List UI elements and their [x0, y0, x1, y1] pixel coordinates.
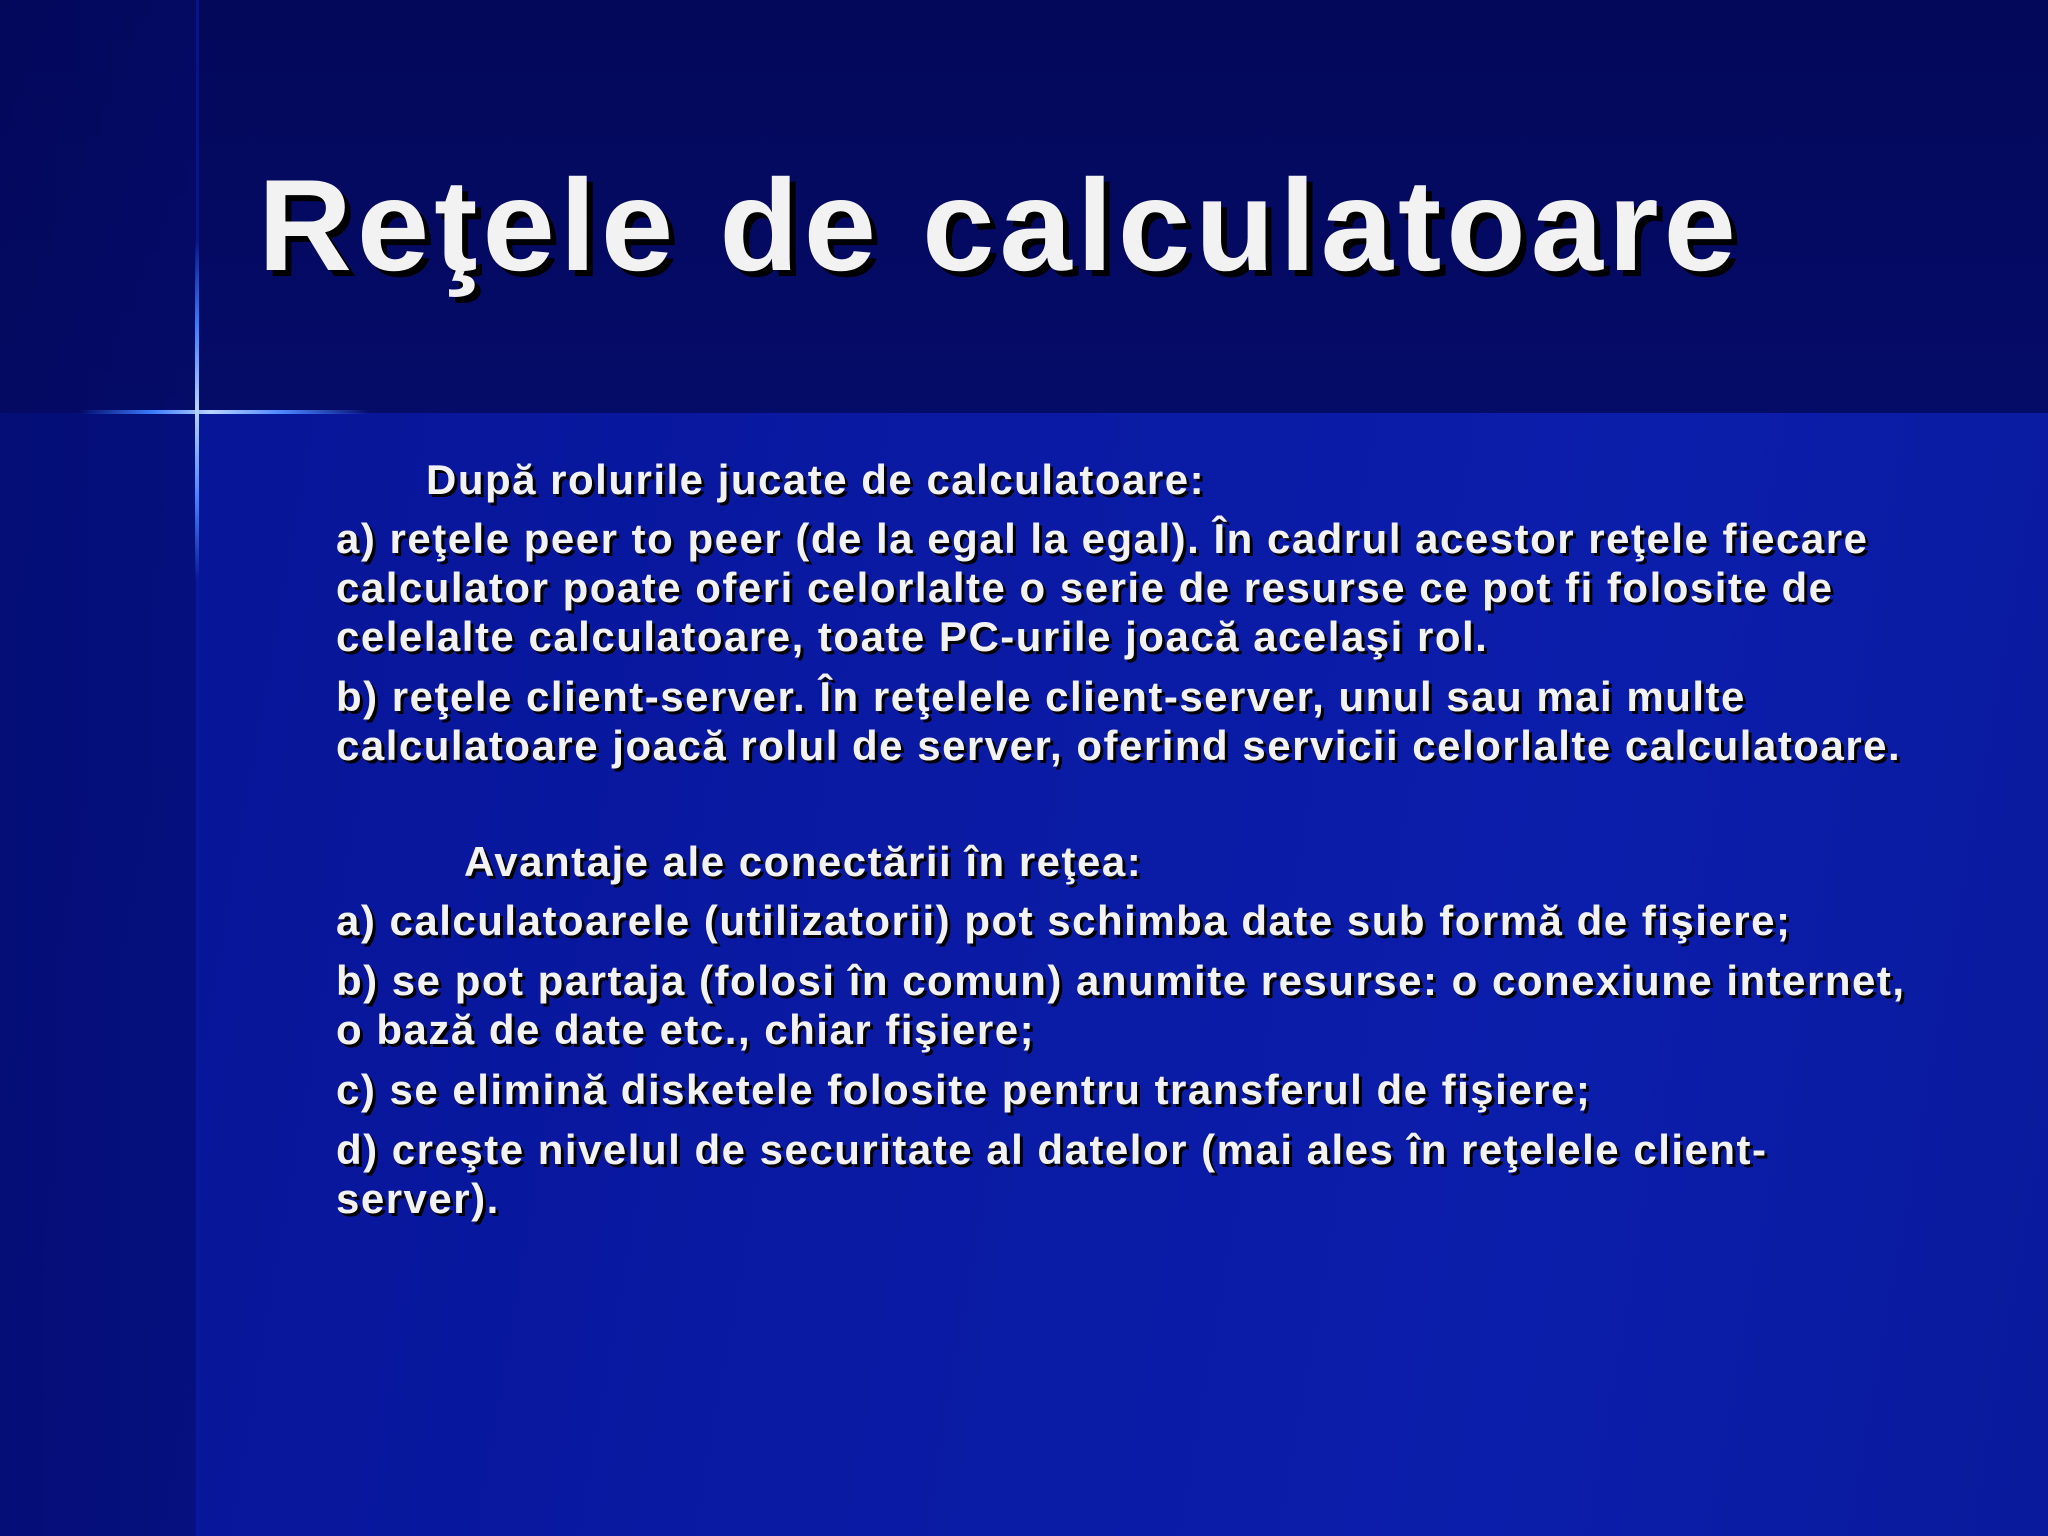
- slide-title: Reţele de calculatoare: [258, 152, 1741, 298]
- list-item: b) reţele client-server. În reţelele client-server, unul sau mai multe calculatoare joacă rolul de server, oferind servicii celorlalte calculatoare.: [336, 673, 1902, 769]
- section-heading-roles: După rolurile jucate de calculatoare:: [426, 456, 1206, 503]
- cross-vertical-line: [195, 240, 199, 580]
- left-band-edge: [196, 0, 199, 1536]
- list-item: b) se pot partaja (folosi în comun) anumite resurse: o conexiune internet, o bază de date etc., chiar fişiere;: [336, 957, 1906, 1053]
- list-item: a) reţele peer to peer (de la egal la egal). În cadrul acestor reţele fiecare calculator poate oferi celorlalte o serie de resurse ce pot fi folosite de celelalte calculatoare, toate PC-urile joacă acelaşi rol.: [336, 515, 1869, 660]
- slide-content: [336, 455, 1916, 1234]
- cross-horizontal-line: [80, 410, 370, 414]
- list-item: d) creşte nivelul de securitate al datelor (mai ales în reţelele client-server).: [336, 1126, 1768, 1222]
- list-item: c) se elimină disketele folosite pentru transferul de fişiere;: [336, 1066, 1592, 1113]
- left-band-decoration: [0, 0, 196, 1536]
- section-heading-advantages: Avantaje ale conectării în reţea:: [464, 838, 1143, 885]
- list-item: a) calculatoarele (utilizatorii) pot schimba date sub formă de fişiere;: [336, 897, 1792, 944]
